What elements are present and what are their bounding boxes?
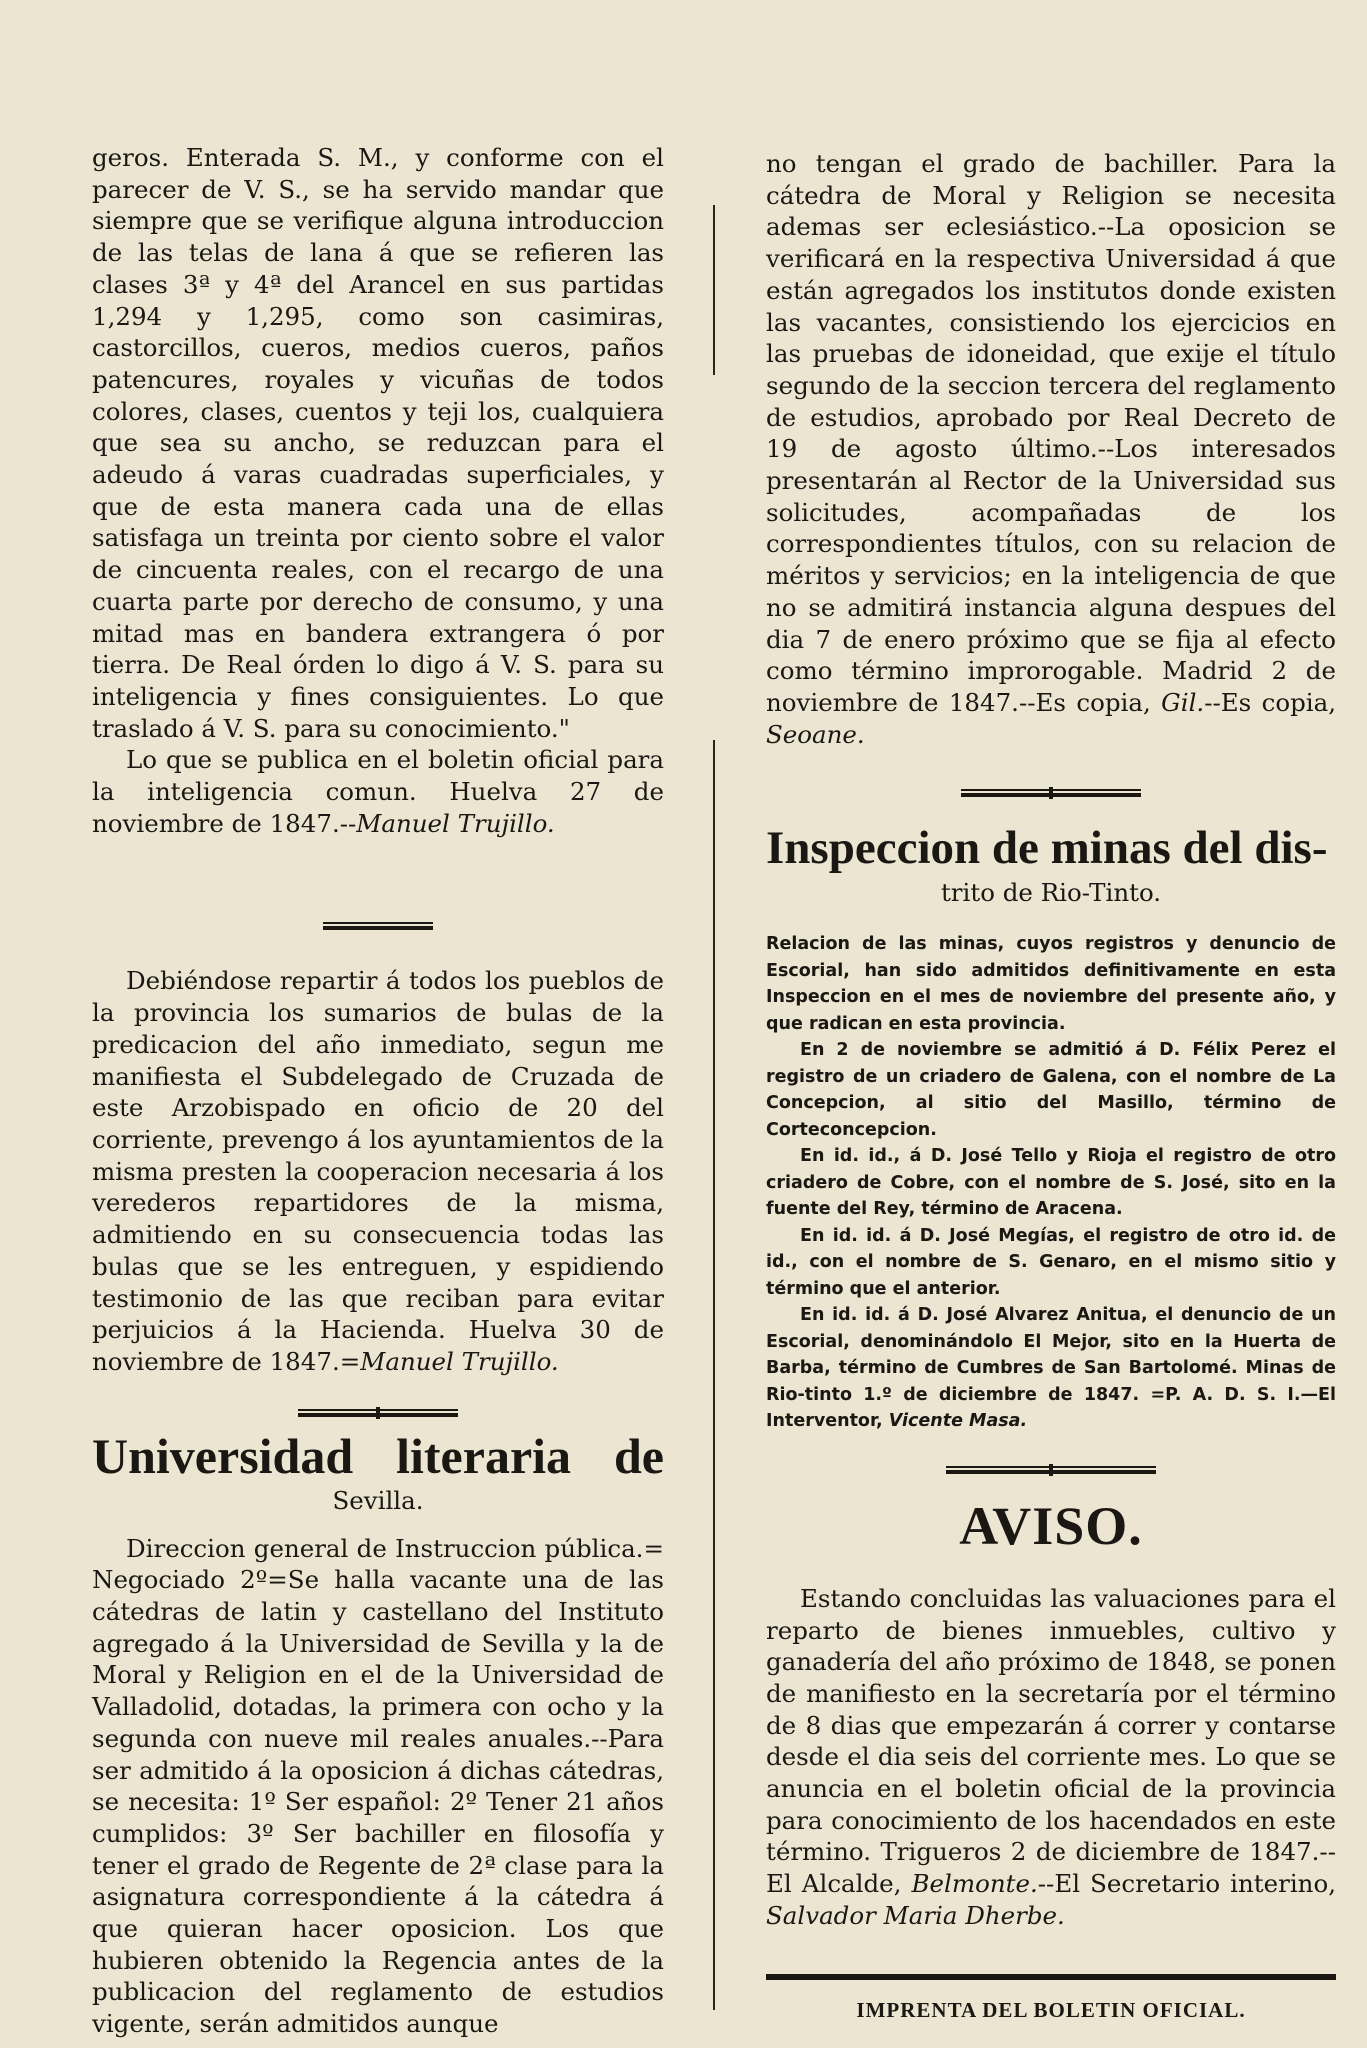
section-title-minas: Inspeccion de minas del dis-	[766, 822, 1328, 875]
footer-imprenta: IMPRENTA DEL BOLETIN OFICIAL.	[856, 1997, 1246, 2022]
minas-entry: En 2 de noviembre se admitió á D. Félix Perez el registro de un criadero de Galena, con el nombre de La Concepcion, al sitio del Masillo, término de Corteconcepcion.	[766, 1040, 1336, 1140]
ornament-rule	[946, 1463, 1156, 1477]
paragraph-oposicion: no tengan el grado de bachiller. Para la cátedra de Moral y Religion se necesita ademas ser eclesiástico.--La oposicion se verificará en la respectiva Universidad á que están agregados los institutos donde existen las vacantes, consistiendo los ejercicios en las pruebas de idoneidad, que exije el título segundo de la seccion tercera del reglamento de estudios, aprobado por Real Decreto de 19 de agosto último.--Los interesados presentarán al Rector de la Universidad sus solicitudes, acompañadas de los correspondientes títulos, con su relacion de méritos y servicios; en la inteligencia de que no se admitirá instancia alguna despues del dia 7 de enero próximo que se fija al efecto como término improrogable. Madrid 2 de noviembre de 1847.--Es copia, Gil.--Es copia, Seoane.	[766, 149, 1337, 749]
footer-rule	[766, 1974, 1336, 1980]
paragraph-bulas: Debiéndose repartir á todos los pueblos de la provincia los sumarios de bulas de la predicacion del año inmediato, segun me manifiesta el Subdelegado de Cruzada de este Arzobispado en oficio de 20 del corriente, prevengo á los ayuntamientos de la misma presten la cooperacion necesaria á los verederos repartidores de la misma, admitiendo en su consecuencia todas las bulas que se les entreguen, y espidiendo testimonio de las que reciban para evitar perjuicios á la Hacienda. Huelva 30 de noviembre de 1847.=Manuel Trujillo.	[92, 966, 664, 1376]
paragraph-publicacion: Lo que se publica en el boletin oficial para la inteligencia comun. Huelva 27 de noviembre de 1847.--Manuel Trujillo.	[92, 745, 664, 838]
paragraph-catedras: Direccion general de Instruccion pública.= Negociado 2º=Se halla vacante una de las cátedras de latin y castellano del Instituto agregado á la Universidad de Sevilla y la de Moral y Religion en el de la Universidad de Valladolid, dotadas, la primera con ocho y la segunda con nueve mil reales anuales.--Para ser admitido á la oposicion á dichas cátedras, se necesita: 1º Ser español: 2º Tener 21 años cumplidos: 3º Ser bachiller en filosofía y tener el grado de Regente de 2ª clase para la asignatura correspondiente á la cátedra á que quieran hacer oposicion. Los que hubieren obtenido la Regencia antes de la publicacion del reglamento de estudios vigente, serán admitidos aunque	[92, 1533, 664, 2039]
column-divider	[713, 205, 715, 375]
ornament-rule	[961, 786, 1141, 800]
left-column	[92, 142, 664, 2040]
minas-intro: Relacion de las minas, cuyos registros y denuncio de Escorial, han sido admitidos definitivamente en esta Inspeccion en el mes de noviembre del presente año, y que radican en esta provincia.	[766, 934, 1336, 1034]
paragraph-aranceles: geros. Enterada S. M., y conforme con el parecer de V. S., se ha servido mandar que siempre que se verifique alguna introduccion de las telas de lana á que se refieren las clases 3ª y 4ª del Arancel en sus partidas 1,294 y 1,295, como son casimiras, castorcillos, cueros, medios cueros, paños patencures, royales y vicuñas de todos colores, clases, cuentos y teji los, cualquiera que sea su ancho, se reduzcan para el adeudo á varas cuadradas superficiales, y que de esta manera cada una de ellas satisfaga un treinta por ciento sobre el valor de cincuenta reales, con el recargo de una cuarta parte por derecho de consumo, y una mitad mas en bandera extrangera ó por tierra. De Real órden lo digo á V. S. para su inteligencia y fines consiguientes. Lo que traslado á V. S. para su conocimiento."	[92, 143, 664, 743]
section-subtitle: trito de Rio-Tinto.	[940, 878, 1162, 908]
ornament-rule	[323, 919, 433, 933]
signature: Vicente Masa.	[888, 1411, 1028, 1432]
paragraph-aviso: Estando concluidas las valuaciones para el reparto de bienes inmuebles, cultivo y ganadería del año próximo de 1848, se ponen de manifiesto en la secretaría por el término de 8 dias que empezarán á correr y contarse desde el dia seis del corriente mes. Lo que se anuncia en el boletin oficial de la provincia para conocimiento de los hacendados en este término. Trigueros 2 de diciembre de 1847.--El Alcalde, Belmonte.--El Secretario interino, Salvador Maria Dherbe.	[766, 1583, 1336, 1930]
right-column	[766, 148, 1336, 2023]
minas-list	[766, 931, 1336, 1435]
minas-entry: En id. id. á D. José Megías, el registro de otro id. de id., con el nombre de S. Genaro, en el mismo sitio y término que el anterior.	[766, 1225, 1336, 1299]
section-subtitle: Sevilla.	[332, 1485, 424, 1515]
signature: Manuel Trujillo.	[360, 1346, 559, 1376]
ornament-rule	[298, 1406, 458, 1420]
column-divider	[713, 740, 715, 2010]
minas-entry: En id. id. á D. José Alvarez Anitua, el denuncio de un Escorial, denominándolo El Mejor, sito en la Huerta de Barba, término de Cumbres de San Bartolomé. Minas de Rio-tinto 1.º de diciembre de 1847. =P. A. D. S. I.—El Interventor, Vicente Masa.	[766, 1305, 1336, 1432]
signature: Manuel Trujillo.	[356, 808, 555, 838]
aviso-title: AVISO.	[959, 1495, 1143, 1556]
signature: Salvador Maria Dherbe.	[766, 1900, 1065, 1930]
minas-entry: En id. id., á D. José Tello y Rioja el registro de otro criadero de Cobre, con el nombre de S. José, sito en la fuente del Rey, término de Aracena.	[766, 1146, 1336, 1220]
section-title-universidad: Universidad literaria de	[92, 1427, 664, 1484]
signature: Seoane.	[766, 719, 865, 749]
